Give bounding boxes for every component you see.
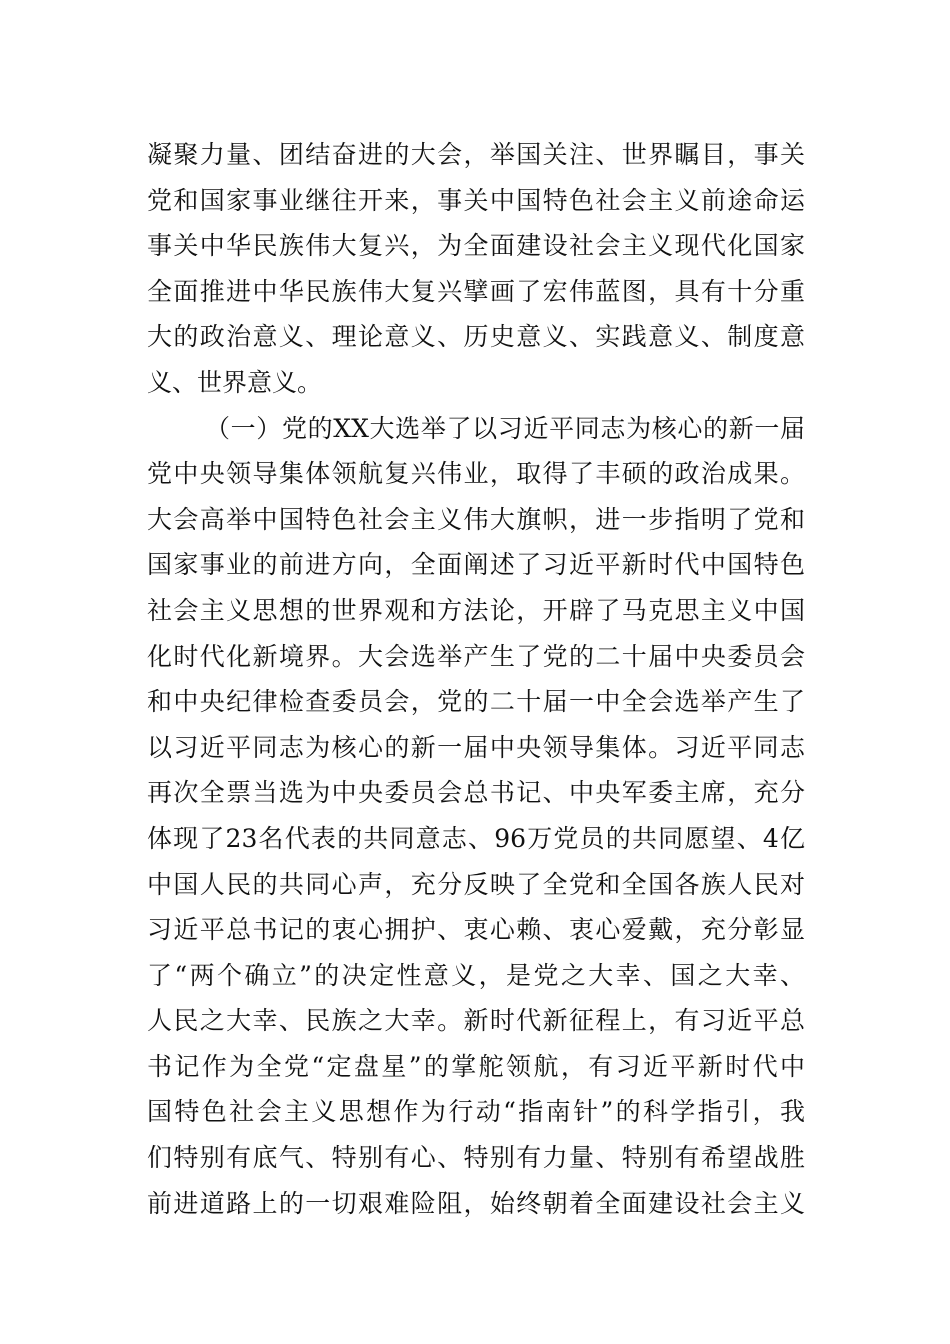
text-line: 党和国家事业继往开来，事关中国特色社会主义前途命运 xyxy=(147,185,805,215)
text-line: 义、世界意义。 xyxy=(147,367,323,397)
text-line: 了“两个确立”的决定性意义，是党之大幸、国之大幸、 xyxy=(147,960,805,990)
text-line: 书记作为全党“定盘星”的掌舵领航，有习近平新时代中 xyxy=(147,1051,805,1081)
text-line: 凝聚力量、团结奋进的大会，举国关注、世界瞩目，事关 xyxy=(147,140,805,169)
text-line: 党中央领导集体领航复兴伟业，取得了丰硕的政治成果。 xyxy=(147,459,805,489)
text-line: 化时代化新境界。大会选举产生了党的二十届中央委员会 xyxy=(147,641,805,671)
text-line: 国家事业的前进方向，全面阐述了习近平新时代中国特色 xyxy=(147,550,805,580)
text-line: 前进道路上的一切艰难险阻，始终朝着全面建设社会主义 xyxy=(147,1188,805,1218)
text-line: 中国人民的共同心声，充分反映了全党和全国各族人民对 xyxy=(147,869,805,899)
text-line: 大会高举中国特色社会主义伟大旗帜，进一步指明了党和 xyxy=(147,504,805,534)
text-line: 全面推进中华民族伟大复兴擘画了宏伟蓝图，具有十分重 xyxy=(147,276,805,306)
text-line: 们特别有底气、特别有心、特别有力量、特别有希望战胜 xyxy=(147,1143,805,1173)
text-line: 体现了23名代表的共同意志、96万党员的共同愿望、4亿 xyxy=(147,823,805,853)
text-line: 人民之大幸、民族之大幸。新时代新征程上，有习近平总 xyxy=(147,1006,805,1036)
text-line: 和中央纪律检查委员会，党的二十届一中全会选举产生了 xyxy=(147,687,805,717)
text-line: 再次全票当选为中央委员会总书记、中央军委主席，充分 xyxy=(147,778,805,808)
text-line: 国特色社会主义思想作为行动“指南针”的科学指引，我 xyxy=(147,1097,805,1127)
section-heading-line: （一）党的XX大选举了以习近平同志为核心的新一届 xyxy=(205,413,805,443)
text-line: 习近平总书记的衷心拥护、衷心赖、衷心爱戴，充分彰显 xyxy=(147,915,805,945)
text-line: 大的政治意义、理论意义、历史意义、实践意义、制度意 xyxy=(147,322,805,352)
body-text xyxy=(147,132,805,1226)
text-line: 以习近平同志为核心的新一届中央领导集体。习近平同志 xyxy=(147,732,805,762)
text-line: 社会主义思想的世界观和方法论，开辟了马克思主义中国 xyxy=(147,595,805,625)
text-line: 事关中华民族伟大复兴，为全面建设社会主义现代化国家 xyxy=(147,231,805,261)
